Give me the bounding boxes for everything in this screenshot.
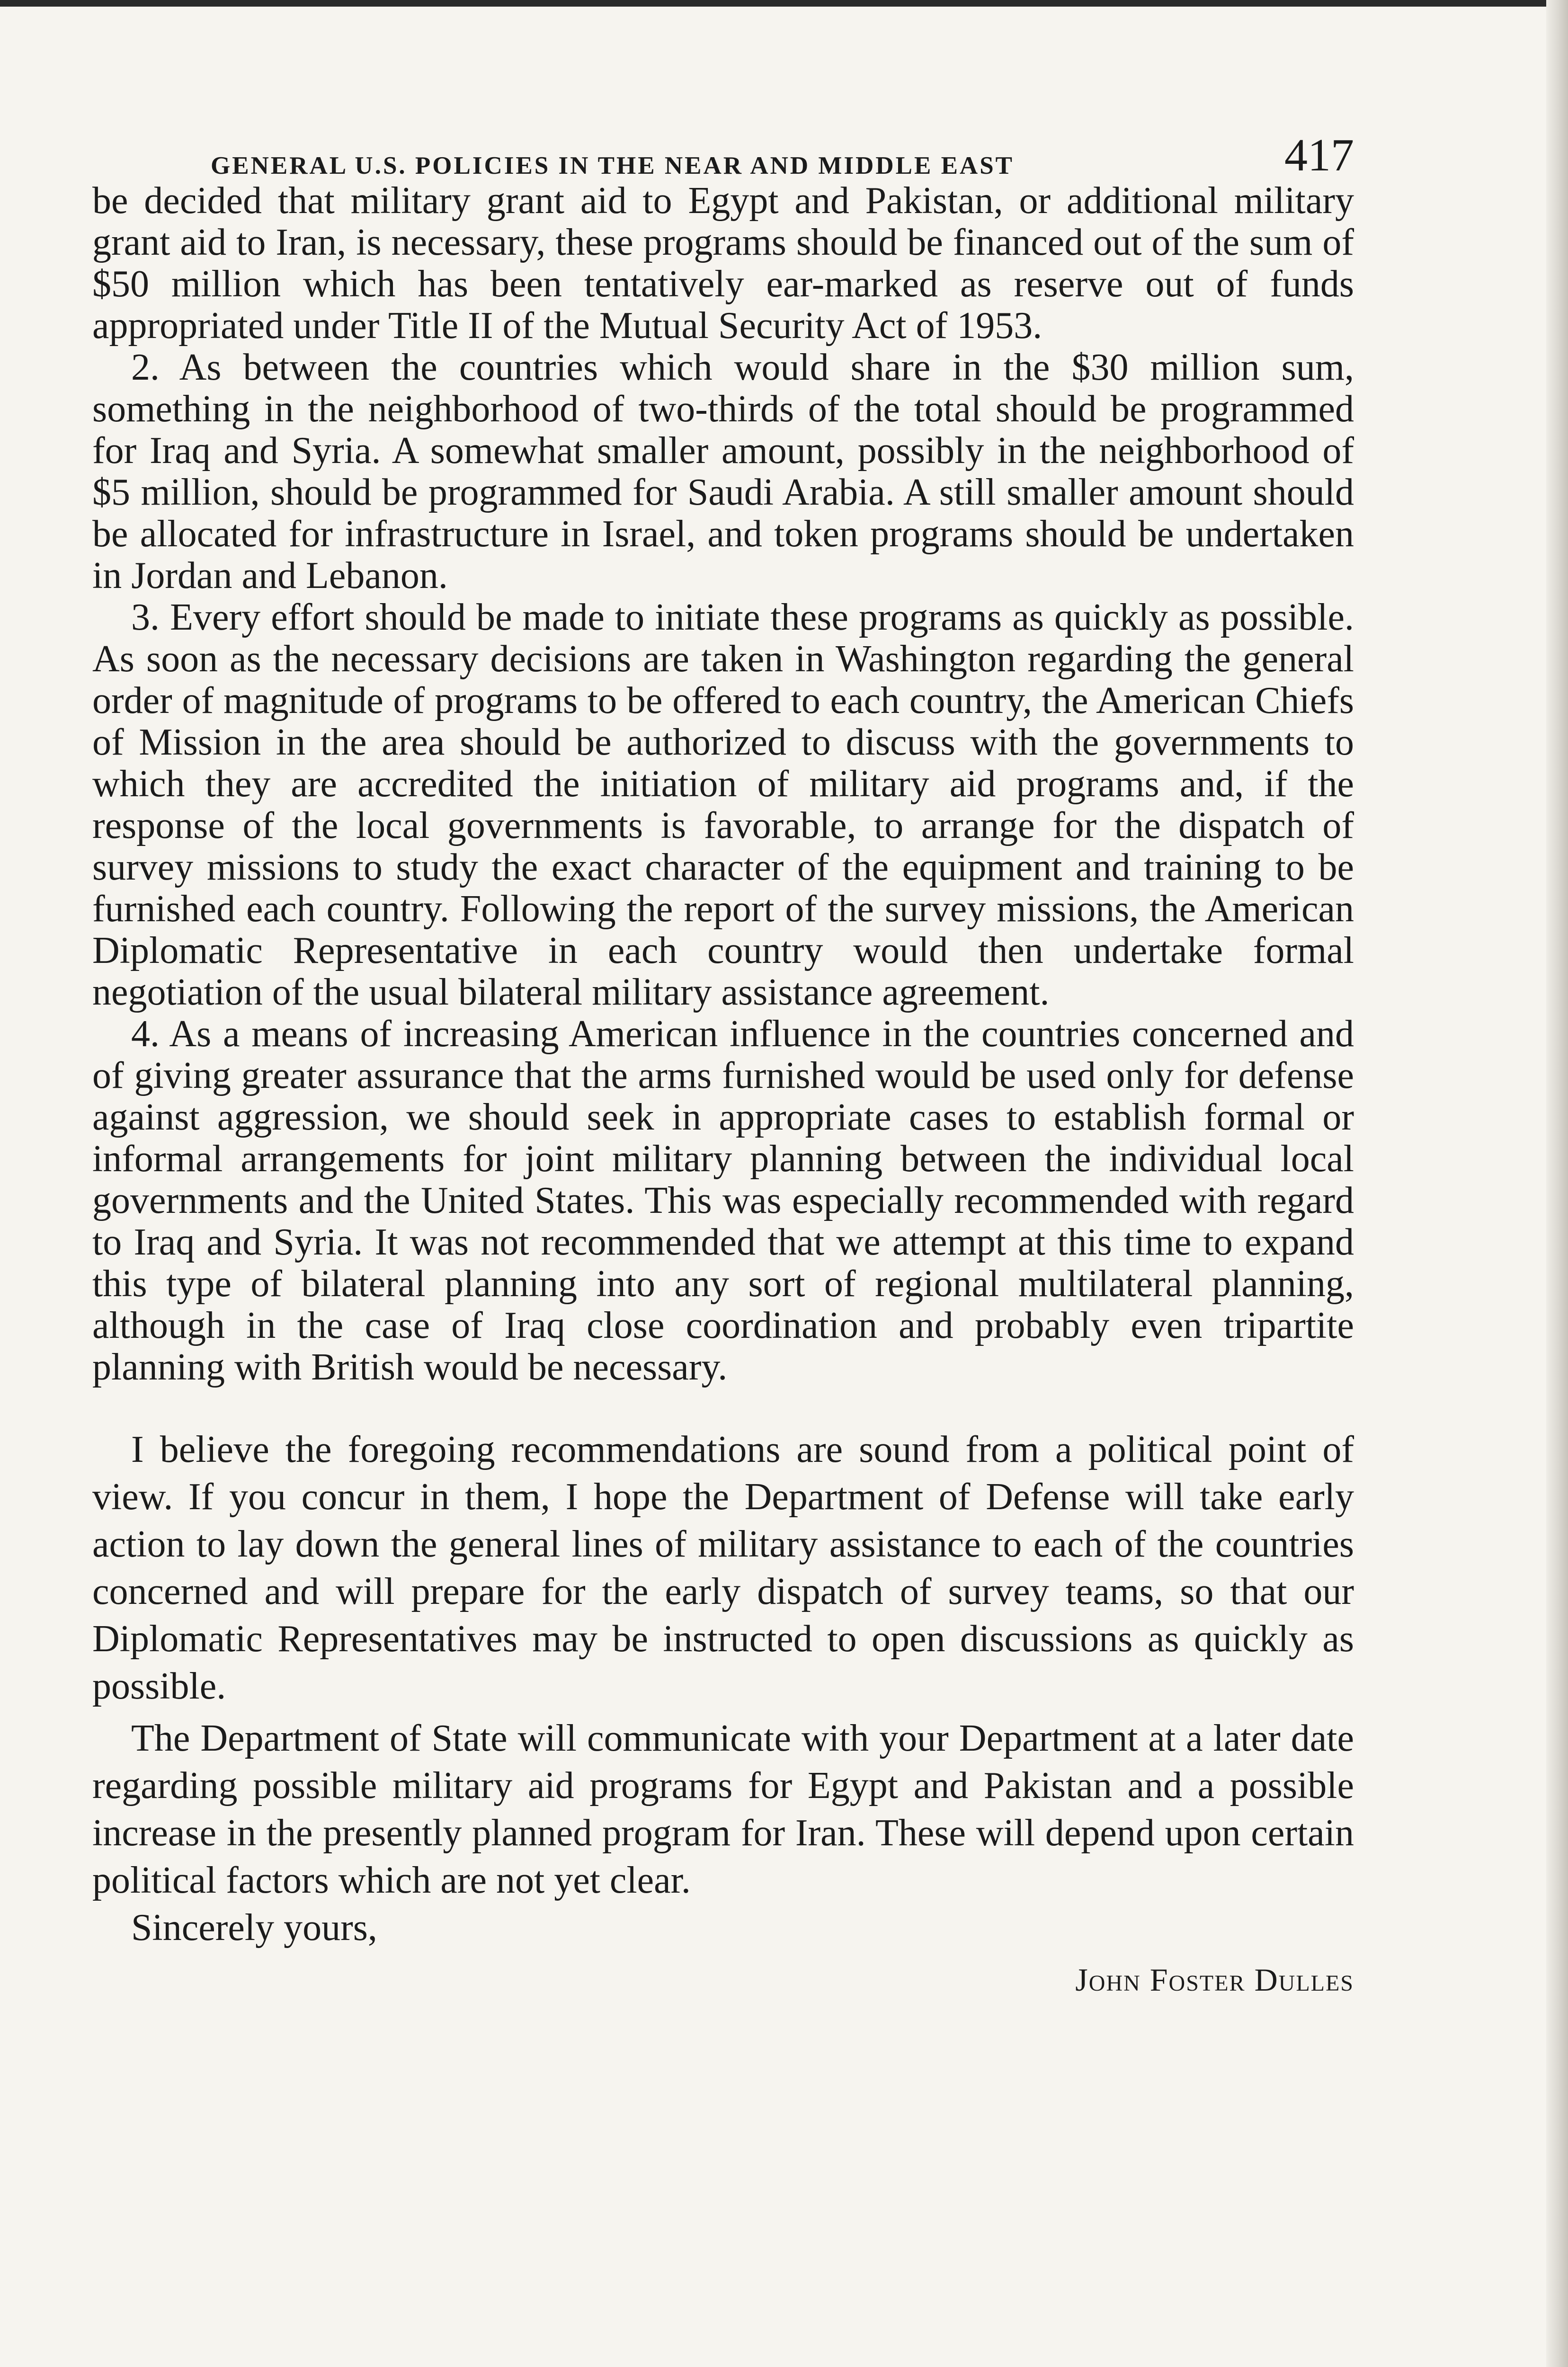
page-edge-shadow — [1546, 0, 1568, 2367]
continuation-paragraph: be decided that military grant aid to Egypt and Pakistan, or additional military grant aid to Iran, is necessary, these programs should be financed out of the sum of $50 million which has been tentatively ear-marked as reserve out of funds appropriated under Title II of the Mutual Security Act of 1953. — [92, 180, 1354, 347]
numbered-item-2: 2. As between the countries which would share in the $30 million sum, something in the neighborhood of two-thirds of the total should be programmed for Iraq and Syria. A somewhat smaller amount, possibly in the neighborhood of $5 million, should be programmed for Saudi Arabia. A still smaller amount should be allocated for infrastructure in Israel, and token programs should be undertaken in Jordan and Lebanon. — [92, 347, 1354, 596]
page-number: 417 — [1284, 130, 1354, 181]
running-head: GENERAL U.S. POLICIES IN THE NEAR AND MIDDLE EAST — [211, 152, 1015, 179]
signature: John Foster Dulles — [1075, 1962, 1354, 1998]
page-header — [92, 109, 1354, 180]
letter-paragraph-communication: The Department of State will communicate with your Department at a later date regarding possible military aid programs for Egypt and Pakistan and a possible increase in the presently planned program for Iran. These will depend upon certain political factors which are not yet clear. — [92, 1717, 1354, 1901]
closing-salutation: Sincerely yours, — [131, 1907, 377, 1949]
document-page — [92, 109, 1354, 2003]
top-border-rule — [0, 0, 1568, 7]
letter-paragraph-recommendations: I believe the foregoing recommendations are sound from a political point of view. If you concur in them, I hope the Department of Defense will take early action to lay down the general lines of military assistance to each of the countries concerned and will prepare for the early dispatch of survey teams, so that our Diplomatic Representatives may be instructed to open discussions as quickly as possible. — [92, 1429, 1354, 1707]
numbered-item-4: 4. As a means of increasing American influence in the countries concerned and of giving greater assurance that the arms furnished would be used only for defense against aggression, we should seek in appropriate cases to establish formal or informal arrangements for joint military planning between the individual local governments and the United States. This was especially recommended with regard to Iraq and Syria. It was not recommended that we attempt at this time to expand this type of bilateral planning into any sort of regional multilateral planning, although in the case of Iraq close coordination and probably even tripartite planning with British would be necessary. — [92, 1013, 1354, 1388]
numbered-item-3: 3. Every effort should be made to initiate these programs as quickly as possible. As soon as the necessary decisions are taken in Washington regarding the general order of magnitude of programs to be offered to each country, the American Chiefs of Mission in the area should be authorized to discuss with the governments to which they are accredited the initiation of military aid programs and, if the response of the local governments is favorable, to arrange for the dispatch of survey missions to study the exact character of the equipment and training to be furnished each country. Following the report of the survey missions, the American Diplomatic Representative in each country would then undertake formal negotiation of the usual bilateral military assistance agreement. — [92, 596, 1354, 1013]
